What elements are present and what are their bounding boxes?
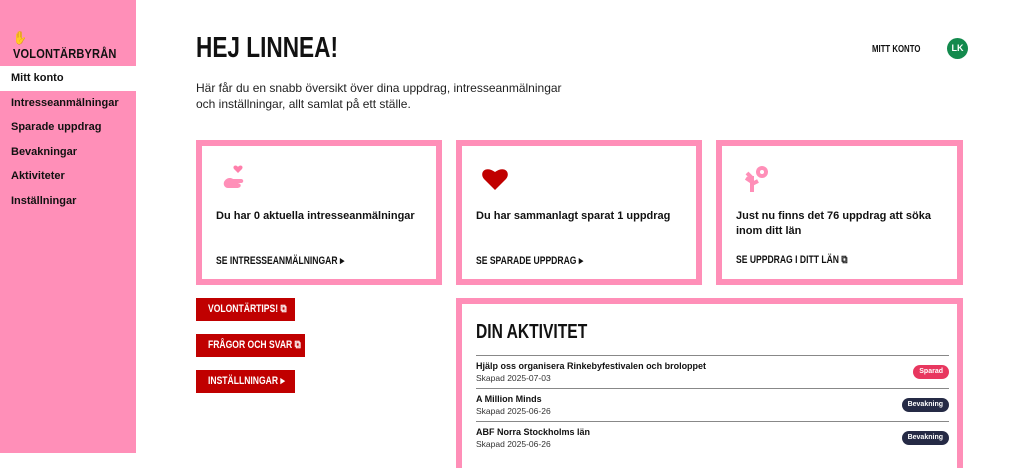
link-label: SE SPARADE UPPDRAG ▸ <box>476 255 584 267</box>
activity-title: DIN AKTIVITET <box>476 321 588 343</box>
hand-icon: ✋ <box>13 30 27 45</box>
sidebar-item-mitt-konto[interactable]: Mitt konto <box>0 66 136 91</box>
se-sparade-uppdrag-link[interactable] <box>476 254 613 267</box>
status-badge: Bevakning <box>902 398 949 412</box>
link-label: SE INTRESSEANMÄLNINGAR ▸ <box>216 255 345 267</box>
status-badge: Sparad <box>913 365 949 379</box>
activity-item-title: A Million Minds <box>476 394 542 404</box>
activity-item[interactable] <box>476 388 949 420</box>
fragor-och-svar-button[interactable] <box>196 334 305 357</box>
page-title: HEJ LINNEA! <box>196 32 339 64</box>
status-badge: Bevakning <box>902 431 949 445</box>
se-uppdrag-i-ditt-lan-link[interactable] <box>736 254 879 267</box>
activity-item-title: ABF Norra Stockholms län <box>476 427 591 437</box>
logo-text: VOLONTÄRBYRÅN <box>13 46 117 61</box>
sidebar-nav <box>0 66 136 213</box>
flower-icon <box>740 164 770 194</box>
card-text: Du har sammanlagt sparat 1 uppdrag <box>476 210 671 222</box>
card-uppdrag-i-lan <box>716 140 963 285</box>
activity-item-title: Hjälp oss organisera Rinkebyfestivalen och broloppet <box>476 361 707 371</box>
hand-heart-icon <box>220 164 250 194</box>
activity-item-date: Skapad 2025-07-03 <box>476 373 551 383</box>
intro-text: Här får du en snabb översikt över dina uppdrag, intresseanmälningar och inställningar, allt samlat på ett ställe. <box>196 81 562 111</box>
sidebar-item-aktiviteter[interactable]: Aktiviteter <box>11 170 65 182</box>
sidebar-item-intresseanmalningar[interactable]: Intresseanmälningar <box>11 96 119 109</box>
sidebar <box>0 0 136 453</box>
button-label: FRÅGOR OCH SVAR ⧉ <box>208 339 301 351</box>
activity-item-date: Skapad 2025-06-26 <box>476 406 551 416</box>
activity-item[interactable] <box>476 355 949 387</box>
account-label: MITT KONTO <box>872 44 921 55</box>
installningar-button[interactable] <box>196 370 295 393</box>
sidebar-item-sparade-uppdrag[interactable]: Sparade uppdrag <box>11 121 102 133</box>
sidebar-item-bevakningar[interactable]: Bevakningar <box>11 145 78 158</box>
activity-item-date: Skapad 2025-06-26 <box>476 439 551 449</box>
activity-item[interactable] <box>476 421 949 453</box>
card-text: Just nu finns det 76 uppdrag att söka inom ditt län <box>736 210 931 237</box>
avatar[interactable]: LK <box>947 38 968 59</box>
account-link[interactable] <box>872 44 932 55</box>
link-label: SE UPPDRAG I DITT LÄN ⧉ <box>736 254 848 266</box>
button-label: VOLONTÄRTIPS! ⧉ <box>208 303 287 315</box>
activity-panel <box>456 298 963 468</box>
card-text: Du har 0 aktuella intresseanmälningar <box>216 210 415 222</box>
sidebar-item-installningar[interactable]: Inställningar <box>11 194 77 207</box>
card-sparade-uppdrag <box>456 140 702 285</box>
logo[interactable] <box>13 30 118 61</box>
button-label: INSTÄLLNINGAR ▸ <box>208 375 285 387</box>
heart-icon <box>480 164 510 194</box>
volontartips-button[interactable] <box>196 298 295 321</box>
card-intresseanmalningar <box>196 140 442 285</box>
se-intresseanmalningar-link[interactable] <box>216 254 380 267</box>
